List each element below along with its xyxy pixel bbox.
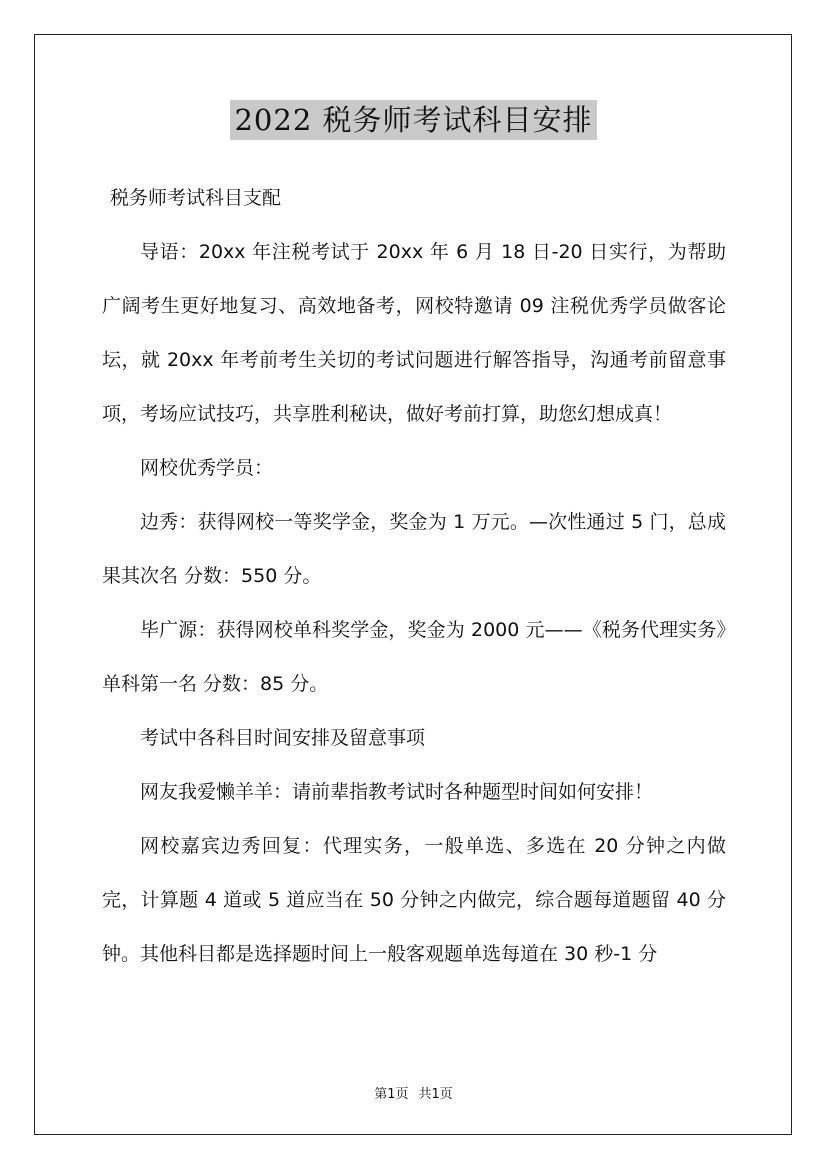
document-body [102, 171, 726, 981]
page-number: 第1页 [374, 1087, 409, 1102]
paragraph-question: 网友我爱懒羊羊：请前辈指教考试时各种题型时间如何安排！ [140, 781, 654, 803]
page-footer [0, 1083, 827, 1102]
paragraph-answer: 网校嘉宾边秀回复：代理实务，一般单选、多选在 20 分钟之内做完，计算题 4 道或 5 道应当在 50 分钟之内做完，综合题每道题留 40 分钟。其他科目都是选择题时间上一般客观题单选每道在 30 秒-1 分 [102, 835, 726, 965]
page-total: 共1页 [418, 1087, 453, 1102]
paragraph-intro: 导语：20xx 年注税考试于 20xx 年 6 月 18 日-20 日实行，为帮助广阔考生更好地复习、高效地备考，网校特邀请 09 注税优秀学员做客论坛，就 20xx 年考前考生关切的考试问题进行解答指导，沟通考前留意事项，考场应试技巧，共享胜利秘诀，做好考前打算，助您幻想成真！ [102, 241, 726, 425]
paragraph-bianxiu: 边秀：获得网校一等奖学金，奖金为 1 万元。—次性通过 5 门，总成果其次名 分数：550 分。 [102, 511, 726, 587]
paragraph-students-heading: 网校优秀学员： [140, 457, 274, 479]
paragraph-biguangyuan: 毕广源：获得网校单科奖学金，奖金为 2000 元——《税务代理实务》单科第一名 分数：85 分。 [102, 619, 726, 695]
document-title: 2022 税务师考试科目安排 [230, 100, 596, 140]
title-area [0, 100, 827, 140]
paragraph-section-heading: 考试中各科目时间安排及留意事项 [140, 727, 426, 749]
document-subtitle: 税务师考试科目支配 [110, 187, 282, 209]
